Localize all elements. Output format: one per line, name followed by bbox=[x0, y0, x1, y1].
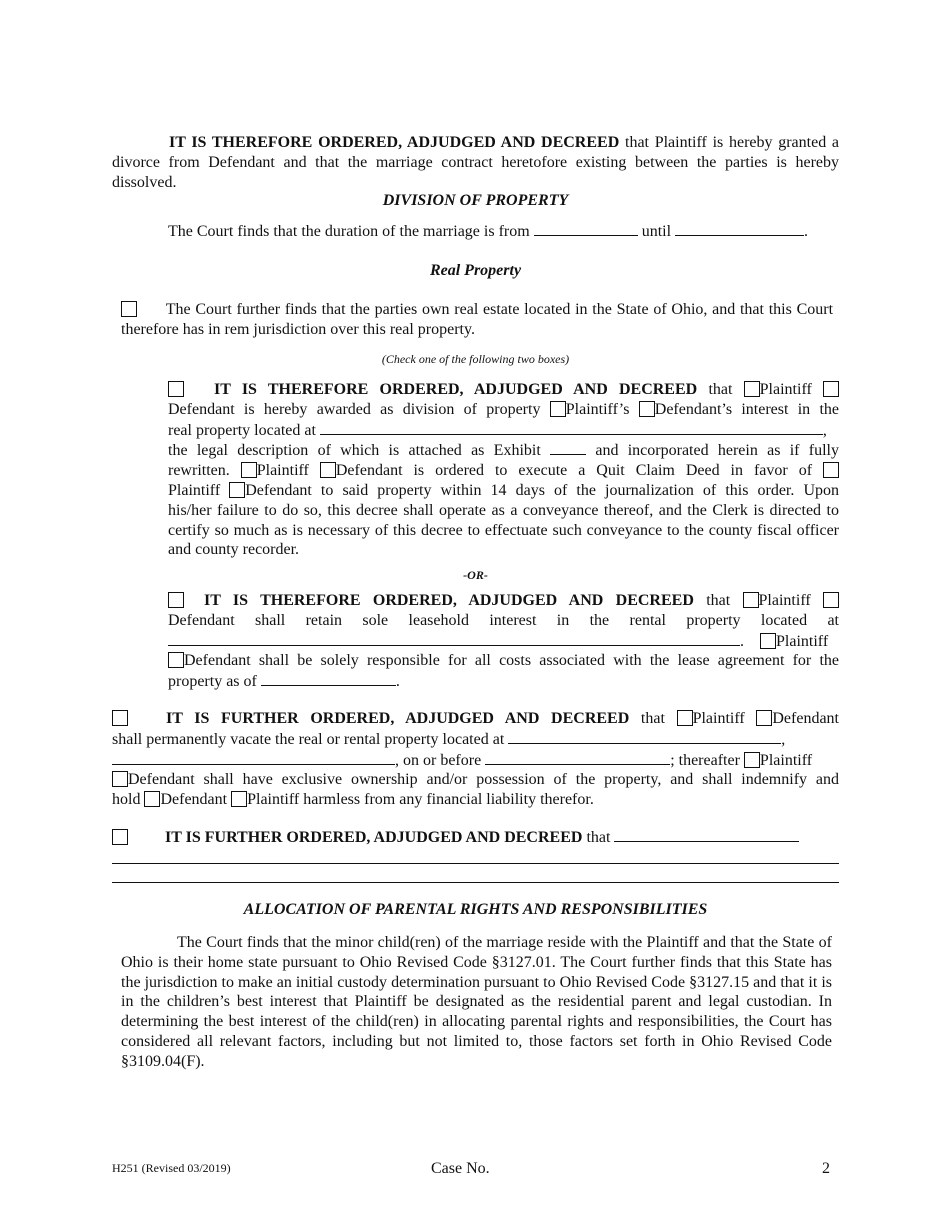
option-leasehold bbox=[168, 591, 839, 692]
option1-checkbox[interactable] bbox=[168, 381, 184, 397]
option1-legal-post: and incorporated herein as if fully bbox=[595, 442, 840, 460]
option2-that: that bbox=[706, 592, 731, 609]
option2-responsible: Defendant shall be solely responsible for all costs associated with the lease agreement for the bbox=[184, 652, 839, 670]
option1-defendant-execute-checkbox[interactable] bbox=[320, 462, 336, 478]
option2-property-as-of: property as of bbox=[168, 673, 257, 691]
further-ordered-paragraph bbox=[112, 827, 839, 848]
duration-text: The Court finds that the duration of the marriage is from bbox=[168, 223, 530, 240]
option1-that: that bbox=[708, 381, 733, 398]
vacate-harmless: Plaintiff harmless from any financial liability therefor. bbox=[247, 791, 594, 809]
further-ordered-checkbox[interactable] bbox=[112, 829, 128, 845]
option1-defendants-interest: Defendant’s interest in the bbox=[654, 400, 840, 418]
vacate-line1 bbox=[112, 709, 839, 729]
vacate-hold: hold bbox=[112, 791, 141, 809]
option1-line5 bbox=[168, 461, 839, 481]
further-ordered-line-2[interactable] bbox=[112, 863, 839, 864]
vacate-plaintiff-label: Plaintiff bbox=[692, 710, 745, 727]
parental-rights-text: The Court finds that the minor child(ren) of the marriage reside with the Plaintiff and that the State of Ohio is their home state pursuant to Ohio Revised Code §3127.01. The Court further finds that this State has the jurisdiction to make an initial custody determination pursuant to Ohio Revised Code §3127.15 and that it is in the children’s best interest that Plaintiff be designated as the residential parent and legal custodian. In determining the best interest of the child(ren) in allocating parental rights and responsibilities, the Court has considered all relevant factors, including but not limited to, those factors set forth in Ohio Revised Code §3109.04(F). bbox=[121, 934, 832, 1070]
duration-until: until bbox=[641, 223, 672, 240]
vacate-plaintiff-checkbox[interactable] bbox=[677, 710, 693, 726]
duration-from-field[interactable] bbox=[534, 221, 638, 236]
option1-defendant-to: Defendant to said property within 14 days of the journalization of this order. Upon bbox=[245, 481, 840, 499]
division-heading: DIVISION OF PROPERTY bbox=[382, 192, 569, 209]
option1-location-field[interactable] bbox=[320, 420, 823, 435]
option2-checkbox[interactable] bbox=[168, 592, 184, 608]
divorce-decree-paragraph bbox=[112, 133, 839, 192]
vacate-hold-defendant-label: Defendant bbox=[160, 791, 228, 809]
vacate-comma: , bbox=[781, 730, 786, 748]
option2-resp-defendant-checkbox[interactable] bbox=[168, 652, 184, 668]
form-id: H251 (Revised 03/2019) bbox=[112, 1161, 231, 1175]
vacate-exclusive: Defendant shall have exclusive ownership and/or possession of the property, and shall indemnify and bbox=[128, 771, 839, 789]
option2-period: . bbox=[740, 632, 744, 650]
option2-resp-plaintiff-label: Plaintiff bbox=[776, 632, 829, 650]
option1-located-at: real property located at bbox=[168, 421, 316, 439]
vacate-own-defendant-checkbox[interactable] bbox=[112, 771, 128, 787]
vacate-bold: IT IS FURTHER ORDERED, ADJUDGED AND DECREED bbox=[166, 710, 630, 727]
option2-resp-plaintiff-checkbox[interactable] bbox=[760, 633, 776, 649]
option1-favor-plaintiff-label: Plaintiff bbox=[168, 481, 221, 499]
vacate-defendant-checkbox[interactable] bbox=[756, 710, 772, 726]
option2-defendant-checkbox[interactable] bbox=[823, 592, 839, 608]
option1-plaintiffs-checkbox[interactable] bbox=[550, 401, 566, 417]
duration-until-field[interactable] bbox=[675, 221, 804, 236]
option1-plaintiff-execute-label: Plaintiff bbox=[256, 462, 309, 480]
vacate-on-or-before: , on or before bbox=[395, 751, 482, 769]
vacate-paragraph bbox=[112, 709, 839, 810]
option2-plaintiff-checkbox[interactable] bbox=[743, 592, 759, 608]
option1-defendants-checkbox[interactable] bbox=[639, 401, 655, 417]
vacate-line5 bbox=[112, 790, 839, 810]
vacate-location-text: shall permanently vacate the real or rental property located at bbox=[112, 730, 505, 748]
option1-rest: his/her failure to do so, this decree shall operate as a conveyance thereof, and the Clerk is directed to certify so much as is necessary of this decree to effectuate such conveyance to the county fiscal officer and county recorder. bbox=[168, 501, 839, 559]
option2-line4 bbox=[168, 651, 839, 671]
option1-plaintiff-checkbox[interactable] bbox=[744, 381, 760, 397]
option2-line1 bbox=[168, 591, 839, 611]
further-ordered-field[interactable] bbox=[614, 827, 799, 842]
vacate-line2 bbox=[112, 729, 839, 750]
option2-end: . bbox=[395, 673, 400, 691]
vacate-checkbox[interactable] bbox=[112, 710, 128, 726]
vacate-location-field[interactable] bbox=[508, 729, 781, 744]
option1-line3 bbox=[168, 420, 839, 441]
option1-line6 bbox=[168, 481, 839, 501]
real-property-finding-text: The Court further finds that the parties own real estate located in the State of Ohio, and that this Court therefore has in rem jurisdiction over this real property. bbox=[121, 301, 834, 338]
vacate-own-plaintiff-checkbox[interactable] bbox=[744, 752, 760, 768]
option2-line3 bbox=[168, 631, 839, 652]
duration-period: . bbox=[804, 223, 809, 240]
option2-line2: Defendant shall retain sole leasehold interest in the rental property located at bbox=[168, 611, 839, 629]
further-ordered-line-3[interactable] bbox=[112, 882, 839, 883]
duration-line bbox=[168, 221, 848, 242]
real-property-checkbox[interactable] bbox=[121, 301, 137, 317]
vacate-line3 bbox=[112, 750, 839, 771]
decree-bold: IT IS THEREFORE ORDERED, ADJUDGED AND DECREED bbox=[169, 134, 620, 151]
vacate-own-plaintiff-label: Plaintiff bbox=[759, 751, 813, 769]
vacate-hold-defendant-checkbox[interactable] bbox=[144, 791, 160, 807]
option1-favor-defendant-checkbox[interactable] bbox=[229, 482, 245, 498]
option1-defendant-checkbox[interactable] bbox=[823, 381, 839, 397]
further-bold: IT IS FURTHER ORDERED, ADJUDGED AND DECREED bbox=[165, 829, 583, 846]
option1-defendant-awarded: Defendant is hereby awarded as division of property bbox=[168, 400, 541, 418]
option2-location-field[interactable] bbox=[168, 631, 740, 646]
option2-date-field[interactable] bbox=[261, 671, 396, 686]
check-instruction-note: (Check one of the following two boxes) bbox=[381, 352, 570, 366]
option1-plaintiffs-label: Plaintiff’s bbox=[565, 400, 630, 418]
option-award-property bbox=[168, 380, 839, 560]
real-property-heading: Real Property bbox=[429, 262, 522, 279]
vacate-line4 bbox=[112, 770, 839, 790]
option2-line5 bbox=[168, 671, 839, 692]
real-property-finding bbox=[121, 300, 833, 340]
vacate-location-field-2[interactable] bbox=[112, 750, 395, 765]
vacate-date-field[interactable] bbox=[485, 750, 670, 765]
parental-rights-heading: ALLOCATION OF PARENTAL RIGHTS AND RESPONSIBILITIES bbox=[243, 901, 708, 918]
vacate-defendant-label: Defendant bbox=[772, 710, 839, 727]
option1-rewritten: rewritten. bbox=[168, 462, 230, 480]
option1-defendant-execute: Defendant is ordered to execute a Quit Claim Deed in favor of bbox=[335, 462, 813, 480]
vacate-thereafter: ; thereafter bbox=[670, 751, 740, 769]
case-number-label: Case No. bbox=[431, 1160, 490, 1177]
option1-plaintiff-execute-checkbox[interactable] bbox=[241, 462, 257, 478]
vacate-that: that bbox=[640, 710, 665, 727]
option1-plaintiff-label: Plaintiff bbox=[759, 381, 812, 398]
page-number: 2 bbox=[822, 1160, 830, 1177]
option1-bold: IT IS THEREFORE ORDERED, ADJUDGED AND DECREED bbox=[214, 381, 698, 398]
or-separator: -OR- bbox=[463, 568, 488, 582]
option1-line2 bbox=[168, 400, 839, 420]
further-that: that bbox=[586, 829, 611, 846]
option1-legal-pre: the legal description of which is attached as Exhibit bbox=[168, 442, 541, 460]
option2-bold: IT IS THEREFORE ORDERED, ADJUDGED AND DECREED bbox=[204, 592, 694, 609]
option2-plaintiff-label: Plaintiff bbox=[758, 592, 811, 609]
option1-favor-plaintiff-checkbox[interactable] bbox=[823, 462, 839, 478]
option1-line4 bbox=[168, 440, 839, 461]
vacate-hold-plaintiff-checkbox[interactable] bbox=[231, 791, 247, 807]
option1-exhibit-field[interactable] bbox=[550, 440, 586, 455]
decree-text: that Plaintiff is hereby granted a divorce from Defendant and that the marriage contract heretofore existing between the parties is hereby dissolved. bbox=[112, 134, 840, 191]
option1-comma: , bbox=[822, 421, 827, 439]
parental-rights-paragraph bbox=[121, 933, 832, 1072]
option1-line1 bbox=[168, 380, 839, 400]
